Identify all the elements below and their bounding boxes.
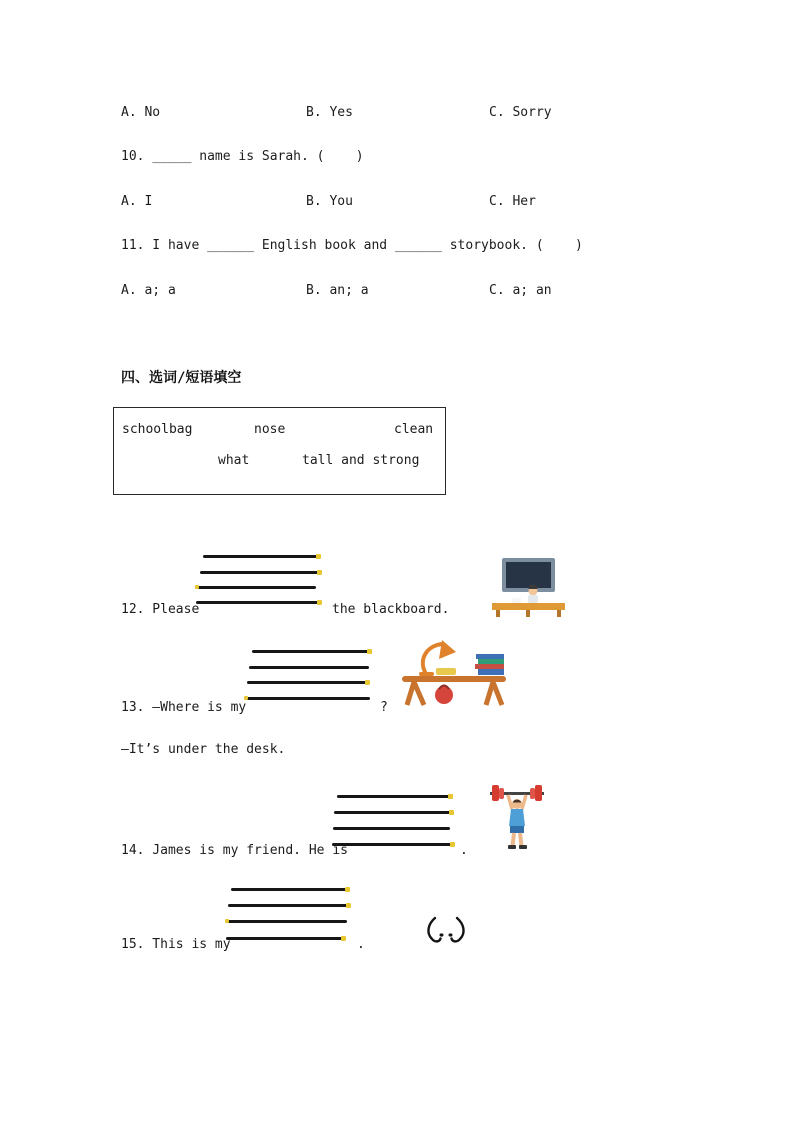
word-bank-item: nose: [254, 422, 286, 437]
handwriting-stroke: [227, 920, 347, 923]
handwriting-stroke: [226, 937, 344, 940]
handwriting-stroke: [196, 601, 320, 604]
question-10: 10. _____ name is Sarah. ( ): [121, 149, 364, 164]
option-a: A. No: [121, 105, 161, 120]
handwriting-stroke: [203, 555, 319, 558]
question-14-suffix: .: [460, 843, 468, 858]
option-c: C. Her: [489, 194, 536, 209]
handwriting-stroke: [197, 586, 316, 589]
handwriting-stroke: [333, 827, 450, 830]
handwriting-stroke: [246, 697, 370, 700]
handwriting-stroke: [334, 811, 452, 814]
question-14-prefix: 14. James is my friend. He is: [121, 843, 348, 858]
option-a: A. a; a: [121, 283, 176, 298]
handwriting-stroke: [332, 843, 453, 846]
question-15-prefix: 15. This is my: [121, 937, 231, 952]
handwriting-stroke: [247, 681, 368, 684]
option-a: A. I: [121, 194, 153, 209]
question-13-prefix: 13. —Where is my: [121, 700, 247, 715]
nose-illustration: [424, 915, 468, 952]
question-12-suffix: the blackboard.: [332, 602, 450, 617]
blackboard-classroom-illustration: [492, 558, 565, 621]
word-bank-item: tall and strong: [302, 453, 420, 468]
option-b: B. an; a: [306, 283, 369, 298]
question-15-suffix: .: [357, 937, 365, 952]
handwriting-stroke: [249, 666, 369, 669]
handwriting-stroke: [228, 904, 349, 907]
question-12-prefix: 12. Please: [121, 602, 200, 617]
section-title: 四、选词/短语填空: [121, 370, 242, 386]
word-bank-item: what: [218, 453, 250, 468]
handwriting-stroke: [337, 795, 451, 798]
option-c: C. Sorry: [489, 105, 552, 120]
word-bank-box: [113, 407, 446, 495]
desk-lamp-books-illustration: [398, 636, 510, 711]
handwriting-stroke: [252, 650, 370, 653]
option-b: B. You: [306, 194, 353, 209]
option-c: C. a; an: [489, 283, 552, 298]
question-13-followup: —It’s under the desk.: [121, 742, 286, 757]
handwriting-stroke: [200, 571, 320, 574]
question-11: 11. I have ______ English book and ______ storybook. ( ): [121, 238, 583, 253]
handwriting-stroke: [231, 888, 348, 891]
option-b: B. Yes: [306, 105, 353, 120]
question-13-suffix: ?: [380, 700, 388, 715]
word-bank-item: clean: [394, 422, 434, 437]
word-bank-item: schoolbag: [122, 422, 193, 437]
weightlifter-illustration: [488, 782, 546, 856]
